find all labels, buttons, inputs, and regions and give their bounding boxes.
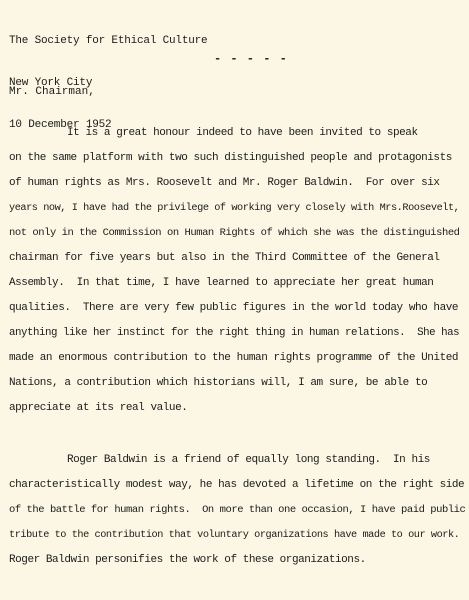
paragraph-2-line: of the battle for human rights. On more than one occasion, I have paid public — [9, 504, 466, 516]
city-line: New York City — [9, 77, 93, 89]
paragraph-1-line: anything like her instinct for the right thing in human relations. She has — [9, 327, 460, 339]
paragraph-1-line: not only in the Commission on Human Rights of which she was the distinguished — [9, 227, 460, 239]
paragraph-2-line: characteristically modest way, he has devoted a lifetime on the right side — [9, 479, 465, 491]
paragraph-2-line: Roger Baldwin personifies the work of these organizations. — [9, 554, 366, 566]
date-line: 10 December 1952 — [9, 119, 112, 131]
salutation: Mr. Chairman, — [9, 86, 95, 98]
paragraph-1-line: made an enormous contribution to the human rights programme of the United — [9, 352, 459, 364]
section-separator: - - - - - — [214, 52, 288, 66]
organization-name: The Society for Ethical Culture — [9, 35, 208, 47]
paragraph-1-line: of human rights as Mrs. Roosevelt and Mr. Roger Baldwin. For over six — [9, 177, 440, 189]
paragraph-1-line: chairman for five years but also in the Third Committee of the General — [9, 252, 440, 264]
paragraph-1-line: qualities. There are very few public figures in the world today who have — [9, 302, 459, 314]
paragraph-1-line: Assembly. In that time, I have learned to appreciate her great human — [9, 277, 434, 289]
paragraph-2-line: Roger Baldwin is a friend of equally long standing. In his — [67, 454, 430, 466]
paragraph-1-line: It is a great honour indeed to have been invited to speak — [67, 127, 418, 139]
paragraph-1-line: on the same platform with two such distinguished people and protagonists — [9, 152, 452, 164]
paragraph-2-line: tribute to the contribution that voluntary organizations have made to our work. — [9, 529, 460, 541]
paragraph-1-line: appreciate at its real value. — [9, 402, 188, 414]
paragraph-1-line: years now, I have had the privilege of working very closely with Mrs.Roosevelt, — [9, 202, 460, 214]
paragraph-1-line: Nations, a contribution which historians will, I am sure, be able to — [9, 377, 428, 389]
